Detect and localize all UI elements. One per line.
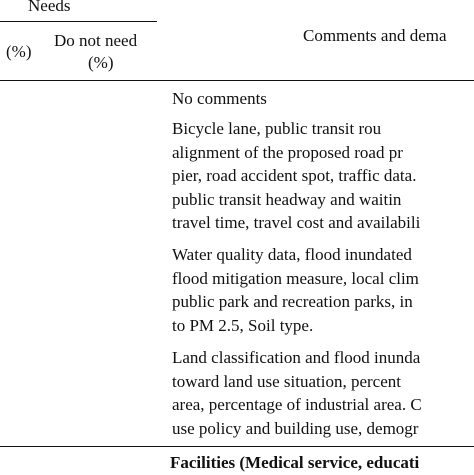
row-line: Water quality data, flood inundated [172,245,412,264]
header-bottom-rule [0,80,474,81]
header-percent: (%) [6,42,32,61]
row-line: area, percentage of industrial area. C [172,395,422,414]
row-line: travel time, travel cost and availabili [172,213,421,232]
row-no-comments [172,87,267,111]
row-line: Bicycle lane, public transit rou [172,119,382,138]
row-line: No comments [172,89,267,108]
row-line: alignment of the proposed road pr [172,142,403,162]
row-line: use policy and building use, demogr [172,418,419,438]
row-line: to PM 2.5, Soil type. [172,315,314,335]
row-line: toward land use situation, percent [172,371,401,391]
header-do-not-need: Do not need [54,31,138,50]
row-line: pier, road accident spot, traffic data. [172,166,417,185]
header-comments: Comments and dema [303,26,447,45]
header-needs: Needs [28,0,71,15]
header-do-not-need-percent: (%) [88,53,114,72]
section-heading: Facilities (Medical service, educati [170,453,420,472]
row-environment [172,243,419,337]
needs-underline [0,21,157,22]
row-transport [172,117,420,235]
row-line: flood mitigation measure, local clim [172,268,419,288]
row-line: public park and recreation parks, in [172,292,413,311]
row-line: Land classification and flood inunda [172,348,421,367]
section-rule [0,446,474,447]
row-land-use [172,346,422,440]
row-line: public transit headway and waitin [172,189,402,209]
